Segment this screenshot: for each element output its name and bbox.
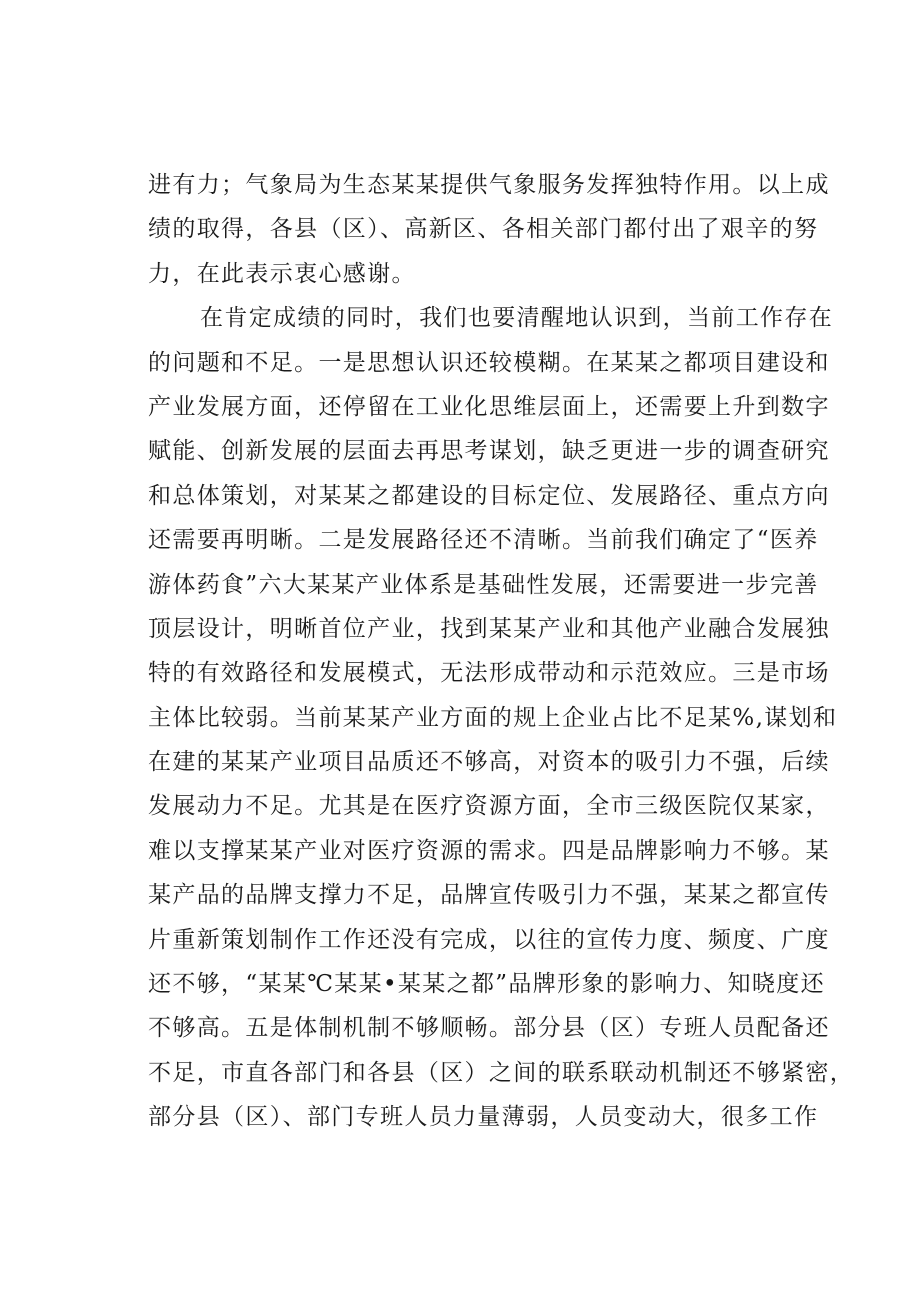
text-line: 片重新策划制作工作还没有完成，以往的宣传力度、频度、广度 (148, 926, 830, 953)
text-line: 在建的某某产业项目品质还不够高，对资本的吸引力不强，后续 (148, 749, 830, 776)
text-line: 还不够，“某某℃某某•某某之都”品牌形象的影响力、知晓度还 (148, 971, 825, 998)
text-line: 难以支撑某某产业对医疗资源的需求。四是品牌影响力不够。某 (148, 837, 830, 864)
text-line: 在肯定成绩的同时，我们也要清醒地认识到，当前工作存在 (200, 305, 834, 332)
text-line: 不够高。五是体制机制不够顺畅。部分县（区）专班人员配备还 (148, 1015, 830, 1042)
text-line: 游体药食”六大某某产业体系是基础性发展，还需要进一步完善 (148, 571, 819, 598)
text-line: 的问题和不足。一是思想认识还较模糊。在某某之都项目建设和 (148, 349, 830, 376)
text-line: 力，在此表示衷心感谢。 (148, 260, 416, 287)
text-line: 发展动力不足。尤其是在医疗资源方面，全市三级医院仅某家， (148, 793, 830, 820)
text-line: 特的有效路径和发展模式，无法形成带动和示范效应。三是市场 (148, 660, 830, 687)
text-line: 不足，市直各部门和各县（区）之间的联系联动机制还不够紧密， (148, 1059, 855, 1086)
text-line: 和总体策划，对某某之都建设的目标定位、发展路径、重点方向 (148, 482, 830, 509)
text-line: 主体比较弱。当前某某产业方面的规上企业占比不足某%,谋划和 (148, 704, 838, 731)
text-line: 还需要再明晰。二是发展路径还不清晰。当前我们确定了“医养 (148, 527, 819, 554)
text-line: 进有力；气象局为生态某某提供气象服务发挥独特作用。以上成 (148, 172, 830, 198)
text-line: 绩的取得，各县（区）、高新区、各相关部门都付出了艰辛的努 (148, 216, 819, 243)
text-line: 产业发展方面，还停留在工业化思维层面上，还需要上升到数字 (148, 393, 830, 420)
text-line: 某产品的品牌支撑力不足，品牌宣传吸引力不强，某某之都宣传 (148, 882, 830, 909)
body-text (148, 163, 855, 1140)
text-line: 顶层设计，明晰首位产业，找到某某产业和其他产业融合发展独 (148, 615, 830, 642)
text-line: 部分县（区）、部门专班人员力量薄弱，人员变动大，很多工作 (148, 1104, 819, 1131)
text-line: 赋能、创新发展的层面去再思考谋划，缺乏更进一步的调查研究 (148, 438, 830, 465)
